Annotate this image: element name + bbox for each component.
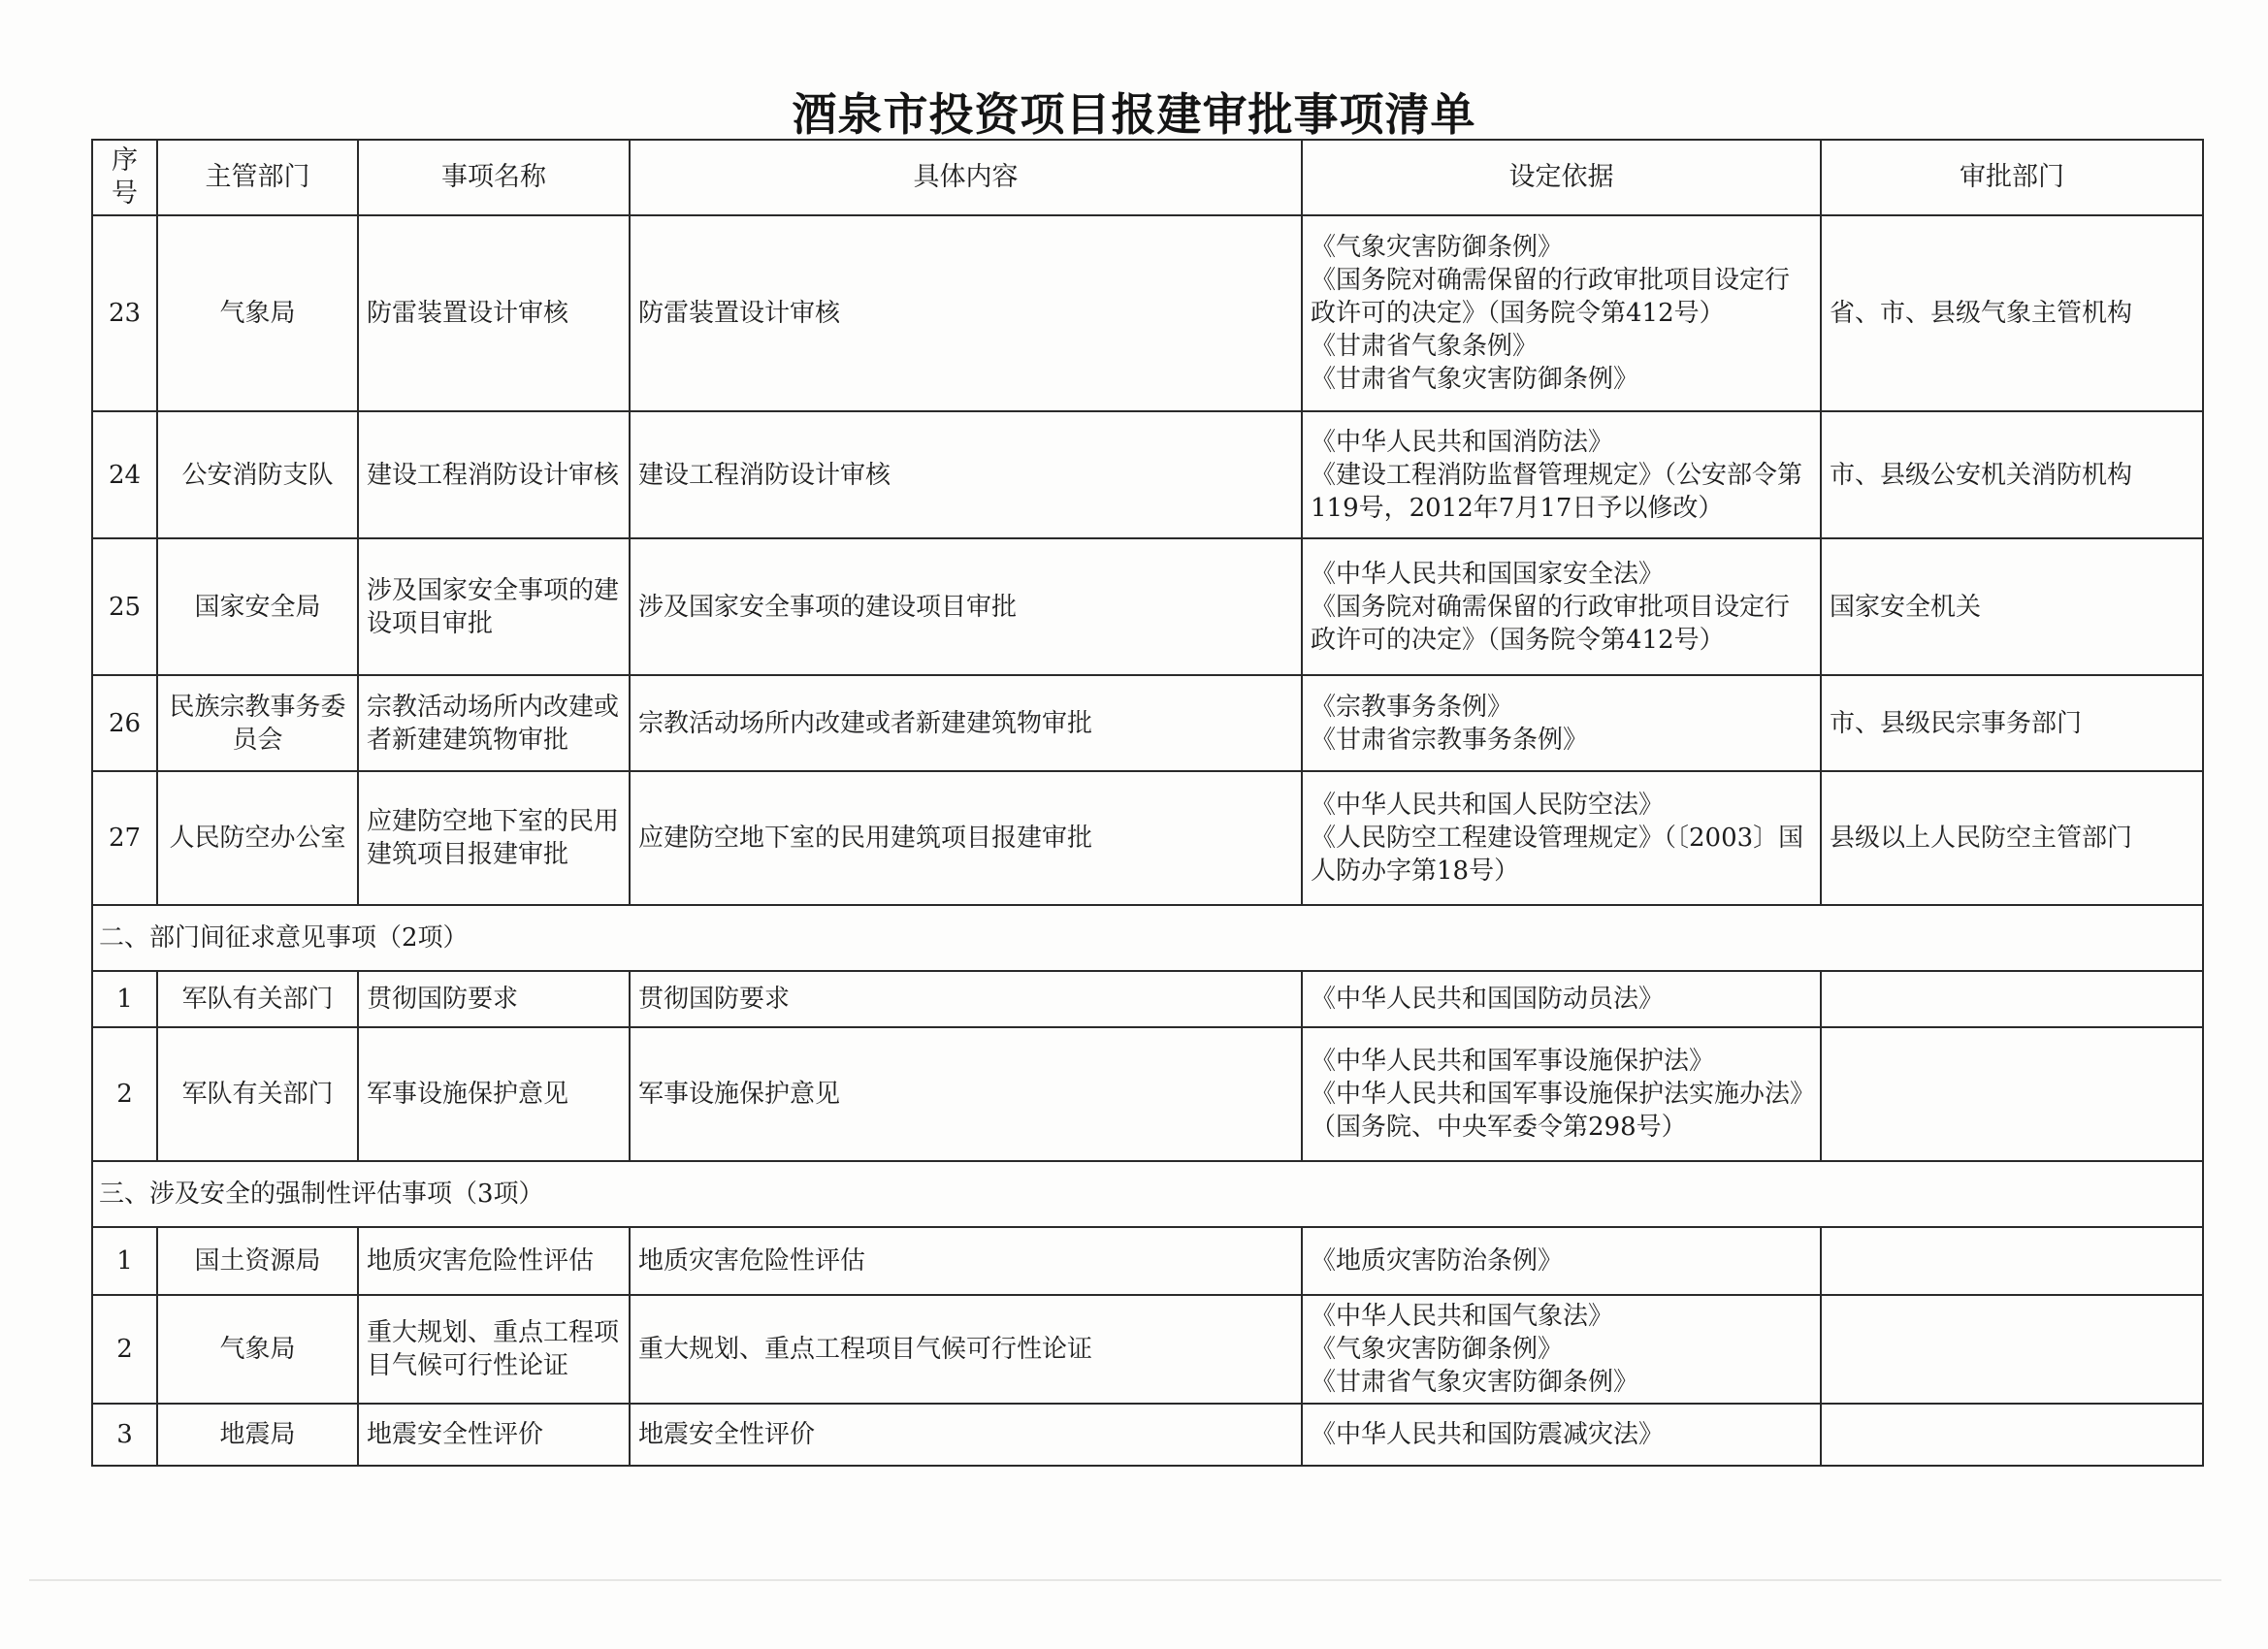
- header-basis: 设定依据: [1302, 140, 1821, 215]
- basis-line: 《国务院对确需保留的行政审批项目设定行政许可的决定》（国务院令第412号）: [1311, 266, 1791, 328]
- row-approver: 省、市、县级气象主管机构: [1821, 215, 2203, 411]
- section-heading-row: [92, 1161, 2203, 1227]
- section-title: 三、涉及安全的强制性评估事项（3项）: [92, 1161, 2203, 1227]
- row-no: 27: [92, 771, 157, 905]
- row-content: 军事设施保护意见: [630, 1027, 1302, 1161]
- row-no: 1: [92, 971, 157, 1027]
- row-no: 26: [92, 675, 157, 771]
- row-dept: 民族宗教事务委员会: [157, 675, 358, 771]
- row-approver: 市、县级民宗事务部门: [1821, 675, 2203, 771]
- row-basis: [1302, 675, 1821, 771]
- row-dept: 军队有关部门: [157, 1027, 358, 1161]
- row-item: 宗教活动场所内改建或者新建建筑物审批: [358, 675, 630, 771]
- basis-line: 《中华人民共和国消防法》: [1311, 427, 1614, 457]
- row-approver: 国家安全机关: [1821, 538, 2203, 675]
- row-approver: 市、县级公安机关消防机构: [1821, 411, 2203, 538]
- basis-line: 《中华人民共和国人民防空法》: [1311, 791, 1665, 820]
- row-content: 贯彻国防要求: [630, 971, 1302, 1027]
- row-approver: [1821, 1404, 2203, 1466]
- row-dept: 公安消防支队: [157, 411, 358, 538]
- row-approver: 县级以上人民防空主管部门: [1821, 771, 2203, 905]
- row-item: 应建防空地下室的民用建筑项目报建审批: [358, 771, 630, 905]
- row-content: 地质灾害危险性评估: [630, 1227, 1302, 1295]
- row-basis: [1302, 1027, 1821, 1161]
- page-title: 酒泉市投资项目报建审批事项清单: [792, 88, 1476, 141]
- row-no: 2: [92, 1027, 157, 1161]
- basis-line: 《甘肃省气象灾害防御条例》: [1311, 365, 1639, 394]
- table-row: [92, 215, 2203, 411]
- header-dept: 主管部门: [157, 140, 358, 215]
- basis-line: 《中华人民共和国军事设施保护法》: [1311, 1047, 1715, 1076]
- basis-line: 《中华人民共和国国家安全法》: [1311, 559, 1665, 589]
- approval-items-table: [91, 139, 2204, 1467]
- basis-line: 《地质灾害防治条例》: [1311, 1246, 1564, 1276]
- basis-line: 《中华人民共和国军事设施保护法实施办法》（国务院、中央军委令第298号）: [1311, 1080, 1803, 1142]
- row-basis: [1302, 1227, 1821, 1295]
- table-row: [92, 971, 2203, 1027]
- basis-line: 《人民防空工程建设管理规定》（〔2003〕国人防办字第18号）: [1311, 824, 1804, 886]
- row-no: 3: [92, 1404, 157, 1466]
- basis-line: 《宗教事务条例》: [1311, 692, 1513, 722]
- row-dept: 军队有关部门: [157, 971, 358, 1027]
- table-row: [92, 1404, 2203, 1466]
- section-heading-row: [92, 905, 2203, 971]
- row-item: 贯彻国防要求: [358, 971, 630, 1027]
- table-header-row: [92, 140, 2203, 215]
- basis-line: 《气象灾害防御条例》: [1311, 1335, 1564, 1364]
- header-no: 序号: [92, 140, 157, 215]
- header-content: 具体内容: [630, 140, 1302, 215]
- row-no: 1: [92, 1227, 157, 1295]
- row-basis: [1302, 971, 1821, 1027]
- row-content: 建设工程消防设计审核: [630, 411, 1302, 538]
- row-item: 防雷装置设计审核: [358, 215, 630, 411]
- row-content: 防雷装置设计审核: [630, 215, 1302, 411]
- table-row: [92, 1027, 2203, 1161]
- row-basis: [1302, 411, 1821, 538]
- header-approver: 审批部门: [1821, 140, 2203, 215]
- row-content: 应建防空地下室的民用建筑项目报建审批: [630, 771, 1302, 905]
- table-row: [92, 1227, 2203, 1295]
- table-row: [92, 411, 2203, 538]
- basis-line: 《中华人民共和国气象法》: [1311, 1302, 1614, 1331]
- header-item: 事项名称: [358, 140, 630, 215]
- row-approver: [1821, 1227, 2203, 1295]
- row-dept: 国土资源局: [157, 1227, 358, 1295]
- row-no: 25: [92, 538, 157, 675]
- row-no: 23: [92, 215, 157, 411]
- row-item: 重大规划、重点工程项目气候可行性论证: [358, 1295, 630, 1404]
- row-dept: 人民防空办公室: [157, 771, 358, 905]
- basis-line: 《国务院对确需保留的行政审批项目设定行政许可的决定》（国务院令第412号）: [1311, 592, 1791, 655]
- row-item: 涉及国家安全事项的建设项目审批: [358, 538, 630, 675]
- section-title: 二、部门间征求意见事项（2项）: [92, 905, 2203, 971]
- row-content: 宗教活动场所内改建或者新建建筑物审批: [630, 675, 1302, 771]
- scan-edge-line: [29, 1579, 2221, 1581]
- row-approver: [1821, 971, 2203, 1027]
- row-item: 地质灾害危险性评估: [358, 1227, 630, 1295]
- table-row: [92, 675, 2203, 771]
- row-content: 涉及国家安全事项的建设项目审批: [630, 538, 1302, 675]
- row-content: 地震安全性评价: [630, 1404, 1302, 1466]
- row-content: 重大规划、重点工程项目气候可行性论证: [630, 1295, 1302, 1404]
- row-item: 军事设施保护意见: [358, 1027, 630, 1161]
- table-row: [92, 771, 2203, 905]
- table-row: [92, 538, 2203, 675]
- row-basis: [1302, 1404, 1821, 1466]
- row-dept: 气象局: [157, 215, 358, 411]
- basis-line: 《中华人民共和国国防动员法》: [1311, 985, 1665, 1014]
- row-no: 2: [92, 1295, 157, 1404]
- table-row: [92, 1295, 2203, 1404]
- row-approver: [1821, 1295, 2203, 1404]
- row-basis: [1302, 771, 1821, 905]
- row-basis: [1302, 1295, 1821, 1404]
- row-dept: 地震局: [157, 1404, 358, 1466]
- basis-line: 《甘肃省气象灾害防御条例》: [1311, 1368, 1639, 1397]
- basis-line: 《气象灾害防御条例》: [1311, 233, 1564, 262]
- basis-line: 《甘肃省宗教事务条例》: [1311, 725, 1589, 755]
- row-no: 24: [92, 411, 157, 538]
- row-item: 地震安全性评价: [358, 1404, 630, 1466]
- row-dept: 气象局: [157, 1295, 358, 1404]
- row-item: 建设工程消防设计审核: [358, 411, 630, 538]
- row-basis: [1302, 538, 1821, 675]
- row-dept: 国家安全局: [157, 538, 358, 675]
- basis-line: 《中华人民共和国防震减灾法》: [1311, 1420, 1665, 1449]
- basis-line: 《甘肃省气象条例》: [1311, 332, 1539, 361]
- basis-line: 《建设工程消防监督管理规定》（公安部令第119号，2012年7月17日予以修改）: [1311, 460, 1803, 523]
- row-approver: [1821, 1027, 2203, 1161]
- row-basis: [1302, 215, 1821, 411]
